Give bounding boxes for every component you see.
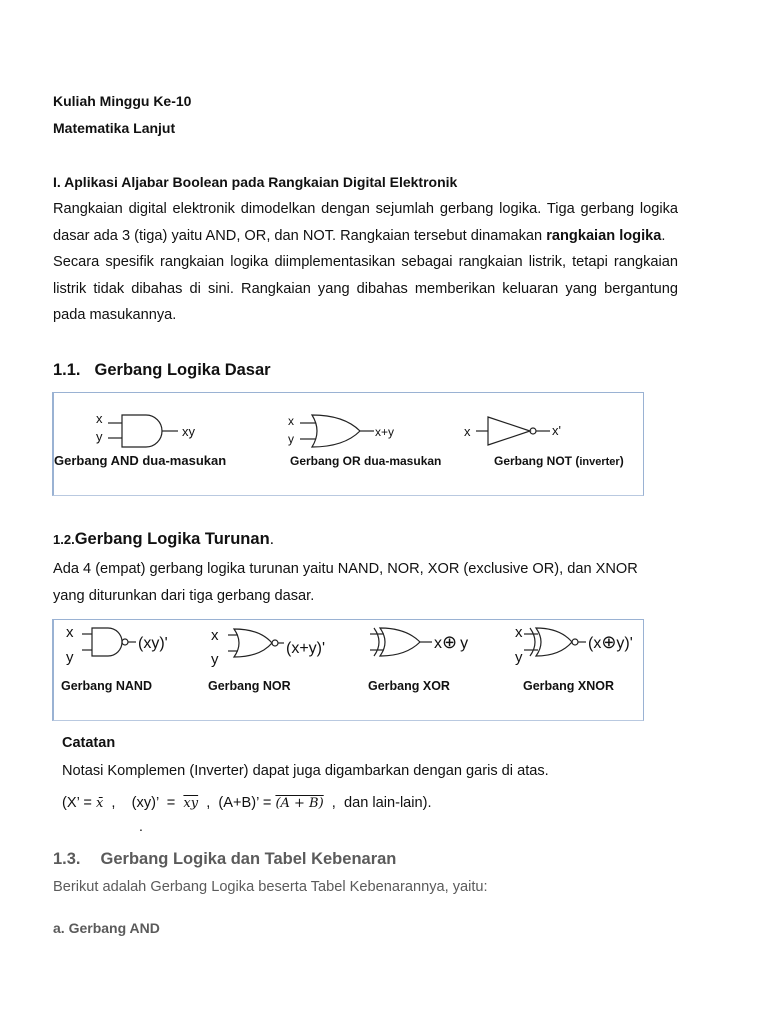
course-week-title: Kuliah Minggu Ke-10	[53, 93, 192, 109]
term-rangkaian-logika: rangkaian logika	[546, 227, 662, 244]
or-gate-caption: Gerbang OR dua-masukan	[290, 454, 442, 468]
subsection-a-heading: a. Gerbang AND	[53, 920, 160, 936]
xor-gate-caption: Gerbang XOR	[368, 679, 450, 693]
section-1-3-intro: Berikut adalah Gerbang Logika beserta Tabel Kebenarannya, yaitu:	[53, 879, 488, 895]
section-1-1-heading: 1.1. Gerbang Logika Dasar	[53, 361, 271, 379]
xnor-input-x: x	[515, 624, 523, 641]
paragraph-line: listrik tidak dibahas di sini. Rangkaian yang dibahas memberikan keluaran yang bergantung	[53, 280, 678, 297]
nand-gate-caption: Gerbang NAND	[61, 679, 152, 693]
not-output: x'	[552, 423, 561, 438]
stray-dot: .	[139, 818, 143, 834]
note-title: Catatan	[62, 735, 116, 751]
and-gate-caption: Gerbang AND dua-masukan	[54, 453, 227, 468]
paragraph-line: Ada 4 (empat) gerbang logika turunan yaitu NAND, NOR, XOR (exclusive OR), dan XNOR	[53, 561, 638, 577]
and-output: xy	[182, 424, 195, 439]
section-1-3-heading: 1.3. Gerbang Logika dan Tabel Kebenaran	[53, 850, 397, 868]
and-input-y: y	[96, 429, 103, 444]
basic-gates-diagram	[54, 393, 643, 495]
or-input-x: x	[288, 414, 294, 428]
xnor-output: (x⊕y)'	[588, 632, 633, 652]
nand-input-y: y	[66, 649, 74, 666]
and-gate-symbol	[108, 415, 178, 447]
or-input-y: y	[288, 432, 294, 446]
paragraph-line: dasar ada 3 (tiga) yaitu AND, OR, dan NOT. Rangkaian tersebut dinamakan rangkaian logika.	[53, 227, 666, 244]
xnor-gate-symbol	[524, 628, 586, 656]
or-output: x+y	[375, 425, 395, 439]
nor-input-y: y	[211, 651, 219, 668]
section-1-paragraph	[53, 196, 678, 329]
paragraph-line: Rangkaian digital elektronik dimodelkan dengan sejumlah gerbang logika. Tiga gerbang logika	[53, 201, 678, 217]
nand-gate-symbol	[82, 628, 136, 656]
section-1-heading: I. Aplikasi Aljabar Boolean pada Rangkaian Digital Elektronik	[53, 174, 458, 190]
complement-notation-examples: (X’ = x̄ , (xy)’ = $\overline{xy}$ , (A+B)’ = (A + B) , dan lain-lain).	[62, 795, 432, 811]
x-bar-notation: x̄	[95, 796, 104, 811]
paragraph-line: yang diturunkan dari tiga gerbang dasar.	[53, 587, 315, 604]
xor-output: x⊕ y	[434, 632, 469, 652]
nor-output: (x+y)'	[286, 640, 326, 657]
section-1-2-heading: 1.2.Gerbang Logika Turunan.	[53, 530, 275, 548]
nor-gate-caption: Gerbang NOR	[208, 679, 291, 693]
basic-gates-figure	[52, 392, 644, 496]
not-gate-symbol	[476, 417, 550, 445]
nor-input-x: x	[211, 627, 219, 644]
xnor-gate-caption: Gerbang XNOR	[523, 679, 614, 693]
not-gate-caption: Gerbang NOT (inverter)	[494, 454, 624, 468]
course-name: Matematika Lanjut	[53, 120, 176, 136]
paragraph-line: pada masukannya.	[53, 307, 177, 324]
not-input-x: x	[464, 424, 471, 439]
xy-bar-notation: $\overline{xy}$	[183, 796, 199, 811]
note-text: Notasi Komplemen (Inverter) dapat juga digambarkan dengan garis di atas.	[62, 763, 549, 779]
or-gate-symbol	[300, 415, 374, 447]
nand-output: (xy)'	[138, 635, 168, 652]
paragraph-line: Secara spesifik rangkaian logika diimplementasikan sebagai rangkaian listrik, tetapi rangkaian	[53, 254, 678, 271]
derived-gates-diagram	[54, 620, 643, 720]
and-input-x: x	[96, 411, 103, 426]
nand-input-x: x	[66, 624, 74, 641]
xor-gate-symbol	[370, 628, 432, 656]
xnor-input-y: y	[515, 649, 523, 666]
a-plus-b-bar-notation: (A + B)	[275, 796, 324, 811]
derived-gates-figure	[52, 619, 644, 721]
section-1-2-paragraph	[53, 556, 678, 609]
nor-gate-symbol	[228, 629, 284, 657]
